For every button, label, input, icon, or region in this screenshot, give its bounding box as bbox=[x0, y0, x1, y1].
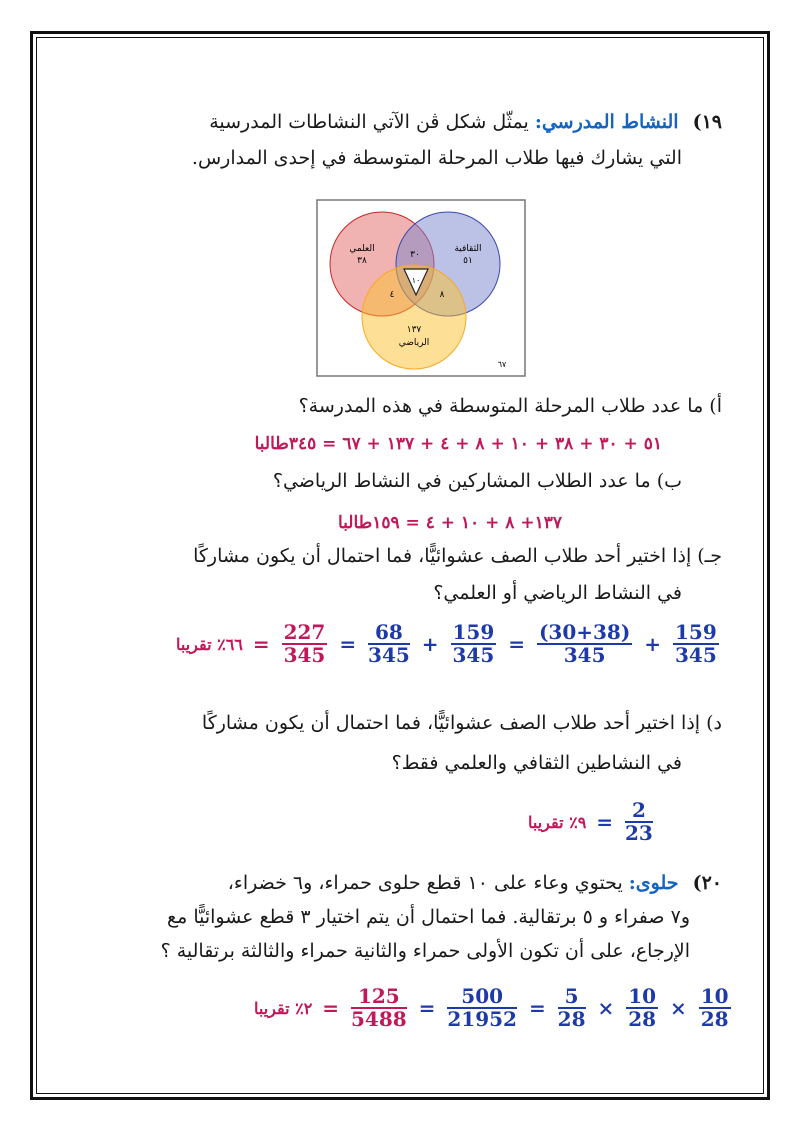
q19-text1: يمثّل شكل ڤن الآتي النشاطات المدرسية bbox=[209, 111, 529, 133]
q19d-question-1: د) إذا اختير أحد طلاب الصف عشوائيًّا، فما احتمال أن يكون مشاركًا bbox=[201, 712, 722, 734]
frac-2-23: $\frac{2}{23}$ bbox=[625, 798, 653, 845]
frac-125-5488: $\frac{125}{5488}$ bbox=[351, 984, 407, 1031]
q19-number: ١٩) bbox=[692, 111, 722, 133]
frac-68-345: $\frac{68}{345}$ bbox=[368, 620, 410, 667]
q20-label: حلوى: bbox=[628, 872, 679, 894]
q19-label: النشاط المدرسي: bbox=[534, 111, 679, 133]
q19b-answer: ١٣٧+ ٨ + ١٠ + ٤ = ١٥٩طالبا bbox=[337, 513, 562, 533]
q19c-question-1: جـ) إذا اختير أحد طلاب الصف عشوائيًّا، فما احتمال أن يكون مشاركًا bbox=[193, 545, 722, 567]
q20-line1 bbox=[228, 872, 722, 896]
q19-text2: التي يشارك فيها طلاب المرحلة المتوسطة في إحدى المدارس. bbox=[191, 147, 682, 169]
q19b-question: ب) ما عدد الطلاب المشاركين في النشاط الرياضي؟ bbox=[272, 470, 682, 492]
frac-10-28-a: $\frac{10}{28}$ bbox=[700, 984, 729, 1031]
venn-center: ١٠ bbox=[411, 276, 421, 285]
frac-30plus38-345: $\frac{(30+38)}{345}$ bbox=[538, 620, 631, 667]
venn-sport-value: ١٣٧ bbox=[406, 325, 422, 335]
q19d-answer: ٩٪ تقريبا = $\frac{2}{23}$ bbox=[528, 798, 653, 845]
frac-5-28: $\frac{5}{28}$ bbox=[557, 984, 586, 1031]
q19a-answer: ٥١ + ٣٠ + ٣٨ + ١٠ + ٨ + ٤ + ١٣٧ + ٦٧ = ٣٤٥طالبا bbox=[254, 434, 662, 454]
venn-sci-sport: ٤ bbox=[389, 290, 395, 300]
frac-500-21952: $\frac{500}{21952}$ bbox=[447, 984, 517, 1031]
q20-number: ٢٠) bbox=[692, 872, 722, 894]
q19c-answer: ٦٦٪ تقريبا = $\frac{227}{345}$ = $\frac{68}{345}$ + $\frac{159}{345}$ = $\frac{(30+38)}{345}$ + $\frac{159}{345}$ bbox=[176, 620, 717, 667]
venn-culture-value: ٥١ bbox=[463, 256, 473, 266]
venn-sport-label: الرياضي bbox=[398, 338, 430, 348]
q20-approx: ٢٪ تقريبا bbox=[254, 998, 313, 1018]
q19c-approx: ٦٦٪ تقريبا bbox=[176, 634, 243, 654]
venn-sci-cult: ٣٠ bbox=[410, 250, 420, 260]
q20-text2: و٧ صفراء و ٥ برتقالية. فما احتمال أن يتم اختيار ٣ قطع عشوائيًّا مع bbox=[166, 906, 690, 928]
q20-answer: ٢٪ تقريبا = $\frac{125}{5488}$ = $\frac{500}{21952}$ = $\frac{5}{28}$ × $\frac{10}{28}$ × $\frac{10}{28}$ bbox=[254, 984, 729, 1031]
frac-159-345-a: $\frac{159}{345}$ bbox=[675, 620, 717, 667]
q19c-question-2: في النشاط الرياضي أو العلمي؟ bbox=[433, 582, 682, 604]
q19a-question: أ) ما عدد طلاب المرحلة المتوسطة في هذه المدرسة؟ bbox=[298, 395, 722, 417]
q19d-question-2: في النشاطين الثقافي والعلمي فقط؟ bbox=[391, 752, 682, 774]
venn-science-label: العلمي bbox=[349, 244, 375, 254]
q19d-approx: ٩٪ تقريبا bbox=[528, 812, 587, 832]
frac-227-345: $\frac{227}{345}$ bbox=[283, 620, 326, 667]
venn-culture-label: الثقافية bbox=[454, 244, 482, 254]
frac-10-28-b: $\frac{10}{28}$ bbox=[628, 984, 657, 1031]
frac-159-345-b: $\frac{159}{345}$ bbox=[452, 620, 495, 667]
venn-cult-sport: ٨ bbox=[439, 290, 445, 300]
venn-outside: ٦٧ bbox=[497, 360, 507, 369]
venn-diagram bbox=[316, 199, 526, 377]
q20-text3: الإرجاع، على أن تكون الأولى حمراء والثانية حمراء والثالثة برتقالية ؟ bbox=[160, 940, 690, 962]
q19-line1 bbox=[209, 111, 722, 135]
venn-science-value: ٣٨ bbox=[357, 256, 367, 266]
q20-text1: يحتوي وعاء على ١٠ قطع حلوى حمراء، و٦ خضراء، bbox=[227, 872, 623, 894]
